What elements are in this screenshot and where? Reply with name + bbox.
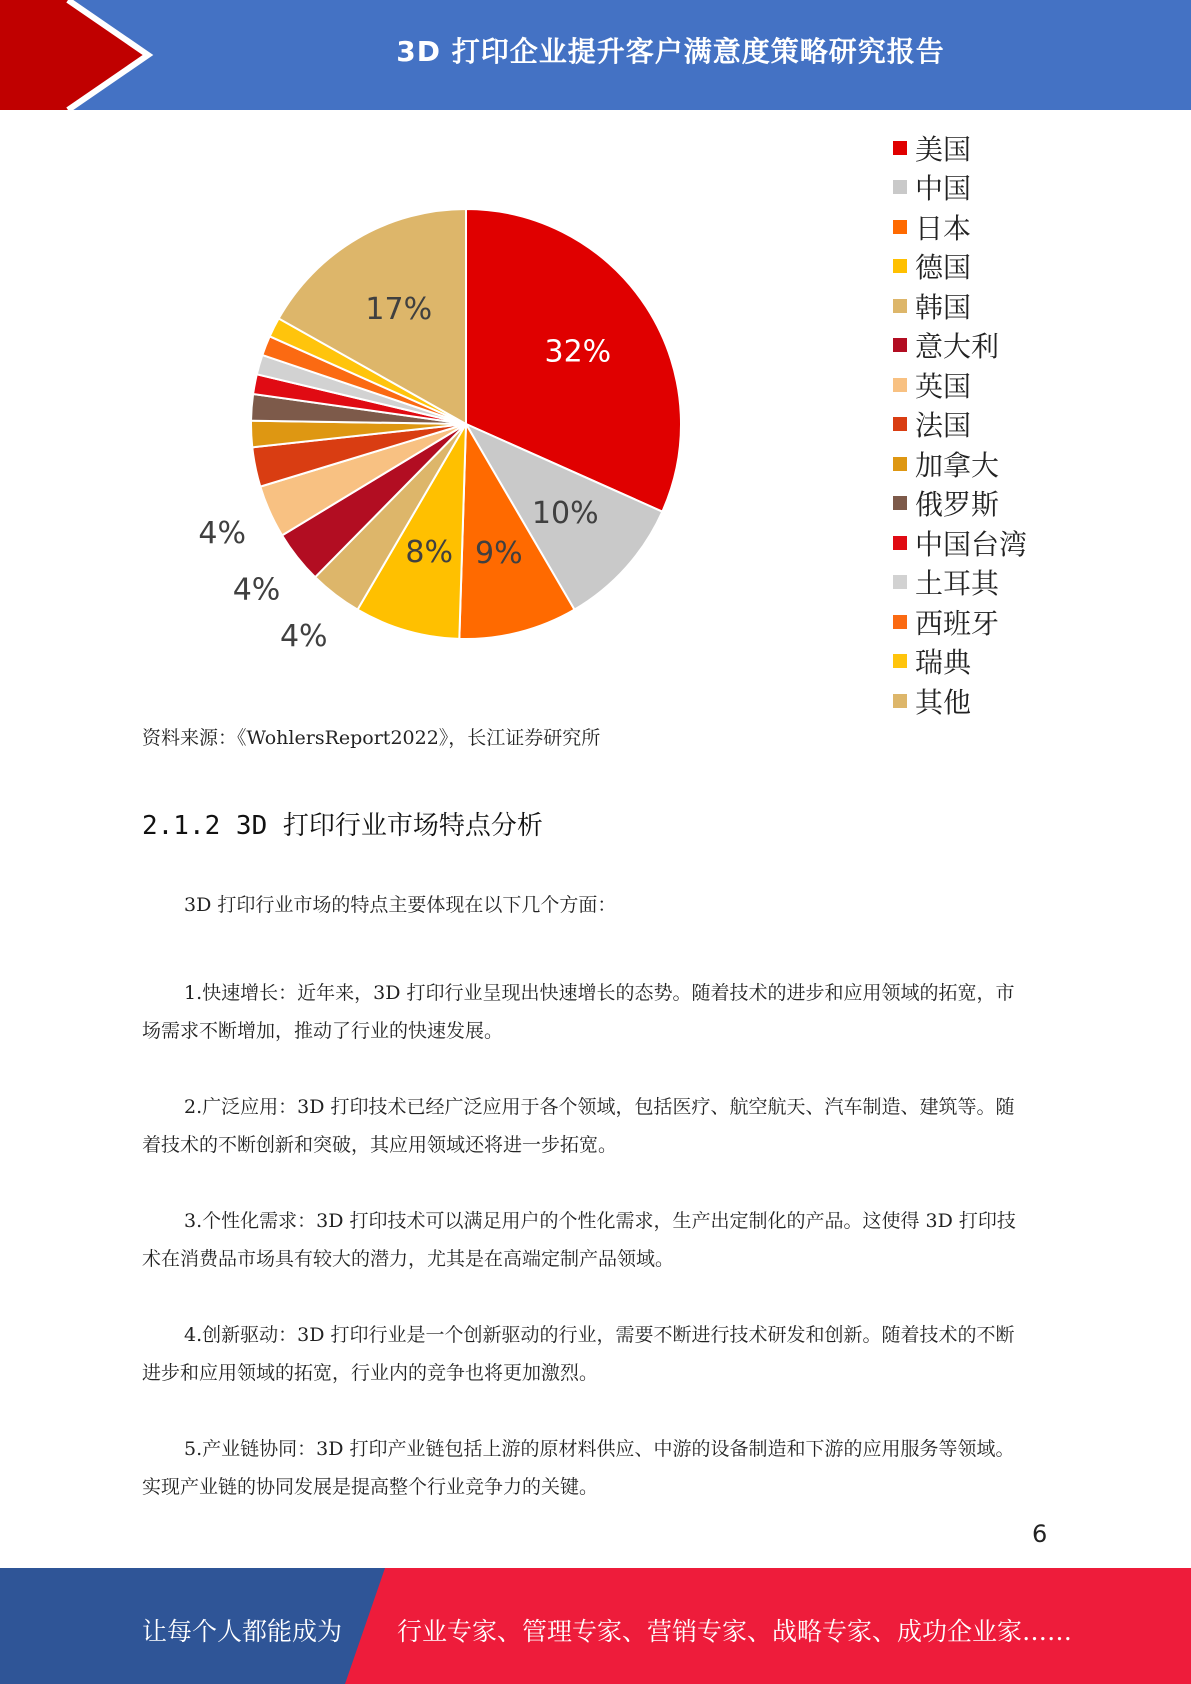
legend-item-13 <box>893 602 1027 642</box>
paragraph-industry-chain: 5.产业链协同：3D 打印产业链包括上游的原材料供应、中游的设备制造和下游的应用服务等领域。实现产业链的协同发展是提高整个行业竞争力的关键。 <box>142 1438 1015 1498</box>
legend-swatch <box>893 417 907 431</box>
section-heading: 2.1.2 3D 打印行业市场特点分析 <box>142 811 543 841</box>
legend-swatch <box>893 575 907 589</box>
footer-slogan-right: 行业专家、管理专家、营销专家、战略专家、成功企业家…… <box>397 1617 1073 1646</box>
legend-item-10 <box>893 484 1027 524</box>
legend-swatch <box>893 141 907 155</box>
legend-item-8 <box>893 405 1027 445</box>
legend-item-7 <box>893 365 1027 405</box>
paragraph-innovation: 4.创新驱动：3D 打印行业是一个创新驱动的行业，需要不断进行技术研发和创新。随着技术的不断进步和应用领域的拓宽，行业内的竞争也将更加激烈。 <box>142 1324 1015 1384</box>
country-share-pie-chart <box>180 120 720 660</box>
header-title: 3D 打印企业提升客户满意度策略研究报告 <box>396 35 945 68</box>
legend-item-14 <box>893 642 1027 682</box>
legend-swatch <box>893 694 907 708</box>
legend-label: 俄罗斯 <box>915 488 1000 522</box>
legend-item-9 <box>893 444 1027 484</box>
legend-item-1 <box>893 128 1027 168</box>
legend-item-2 <box>893 168 1027 208</box>
legend-swatch <box>893 654 907 668</box>
legend-label: 韩国 <box>915 290 972 324</box>
legend-swatch <box>893 536 907 550</box>
legend-label: 意大利 <box>915 330 1000 364</box>
legend-label: 中国 <box>915 172 972 206</box>
legend-swatch <box>893 299 907 313</box>
legend-label: 美国 <box>915 132 972 166</box>
paragraph-personalization: 3.个性化需求：3D 打印技术可以满足用户的个性化需求，生产出定制化的产品。这使得 3D 打印技术在消费品市场具有较大的潜力，尤其是在高端定制产品领域。 <box>142 1210 1016 1270</box>
chart-source: 资料来源：《WohlersReport2022》，长江证券研究所 <box>142 727 601 749</box>
page-footer <box>0 1568 1191 1684</box>
legend-label: 德国 <box>915 251 972 285</box>
data-label-3: 9% <box>475 536 523 572</box>
legend-swatch <box>893 220 907 234</box>
paragraph-rapid-growth: 1.快速增长：近年来，3D 打印行业呈现出快速增长的态势。随着技术的进步和应用领域的拓宽，市场需求不断增加，推动了行业的快速发展。 <box>142 982 1015 1042</box>
legend-swatch <box>893 378 907 392</box>
data-label-2: 10% <box>531 495 599 531</box>
legend-item-4 <box>893 247 1027 287</box>
data-label-1: 32% <box>544 334 612 370</box>
data-label-4: 8% <box>405 535 453 571</box>
legend-item-3 <box>893 207 1027 247</box>
legend-label: 日本 <box>915 211 972 245</box>
page-header <box>0 0 1191 110</box>
legend-item-15 <box>893 681 1027 721</box>
data-label-7: 4% <box>198 515 246 551</box>
chart-legend <box>893 128 1027 721</box>
legend-label: 土耳其 <box>915 567 1000 601</box>
data-label-6: 4% <box>232 572 281 608</box>
legend-swatch <box>893 180 907 194</box>
footer-slogan-left: 让每个人都能成为 <box>142 1617 343 1646</box>
legend-swatch <box>893 496 907 510</box>
legend-swatch <box>893 615 907 629</box>
legend-label: 其他 <box>915 685 972 719</box>
legend-item-12 <box>893 563 1027 603</box>
legend-label: 瑞典 <box>915 646 972 680</box>
legend-swatch <box>893 338 907 352</box>
paragraph-wide-application: 2.广泛应用：3D 打印技术已经广泛应用于各个领域，包括医疗、航空航天、汽车制造、建筑等。随着技术的不断创新和突破，其应用领域还将进一步拓宽。 <box>142 1096 1015 1156</box>
legend-label: 加拿大 <box>915 448 1000 482</box>
data-label-5: 4% <box>279 619 328 655</box>
legend-label: 法国 <box>915 409 972 443</box>
page-number: 6 <box>1032 1520 1048 1548</box>
data-label-15: 17% <box>365 291 433 327</box>
legend-label: 英国 <box>915 369 972 403</box>
legend-item-5 <box>893 286 1027 326</box>
legend-swatch <box>893 259 907 273</box>
legend-label: 西班牙 <box>915 606 1000 640</box>
legend-item-11 <box>893 523 1027 563</box>
paragraph-intro: 3D 打印行业市场的特点主要体现在以下几个方面： <box>184 894 617 916</box>
legend-swatch <box>893 457 907 471</box>
legend-label: 中国台湾 <box>915 527 1028 561</box>
legend-item-6 <box>893 326 1027 366</box>
